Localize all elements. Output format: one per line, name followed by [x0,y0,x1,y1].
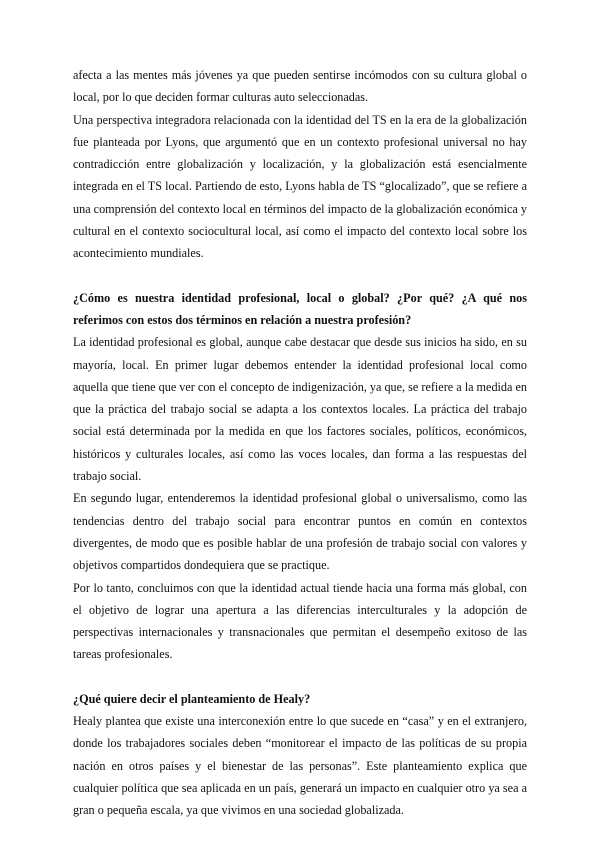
paragraph-healy-answer: Healy plantea que existe una interconexión entre lo que sucede en “casa” y en el extranjero, donde los trabajadores sociales deben “monitorear el impacto de las políticas de su propia nación en otros países y el bienestar de las personas”. Este planteamiento explica que cualquier política que sea aplicada en un país, generará un impacto en cualquier otro ya sea a gran o pequeña escala, ya que vivimos en una sociedad globalizada. [73,714,527,818]
spacer [73,666,527,688]
paragraph-global-identity: En segundo lugar, entenderemos la identidad profesional global o universalismo, como las tendencias dentro del trabajo social para encontrar puntos en común en contextos divergentes, de modo que es posible hablar de una profesión de trabajo social con valores y objetivos compartidos dondequiera que se practique. [73,491,527,573]
paragraph-local-identity: La identidad profesional es global, aunque cabe destacar que desde sus inicios ha sido, en su mayoría, local. En primer lugar debemos entender la identidad profesional local como aquella que tiene que ver con el concepto de indigenización, ya que, se refiere a la medida en que la práctica del trabajo social se adapta a los contextos locales. La práctica del trabajo social está determinada por la medida en que los factores sociales, políticos, económicos, históricos y culturales locales, así como las voces locales, dan forma a las respuestas del trabajo social. [73,335,527,484]
document-body [73,64,527,822]
paragraph-lyons-glocalization: Una perspectiva integradora relacionada con la identidad del TS en la era de la globalización fue planteada por Lyons, que argumentó que en un contexto profesional universal no hay contradicción entre globalización y localización, y la globalización está esencialmente integrada en el TS local. Partiendo de esto, Lyons habla de TS “glocalizado”, que se refiere a una comprensión del contexto local en términos del impacto de la globalización económica y cultural en el contexto sociocultural local, así como el impacto del contexto local sobre los acontecimiento mundiales. [73,112,527,261]
paragraph-conclusion: Por lo tanto, concluimos con que la identidad actual tiende hacia una forma más global, con el objetivo de lograr una apertura a las diferencias interculturales y la adopción de perspectivas internacionales y transnacionales que permitan el desempeño exitoso de las tareas profesionales. [73,580,527,662]
heading-healy-question: ¿Qué quiere decir el planteamiento de Healy? [73,691,311,706]
paragraph-cultures-continuation: afecta a las mentes más jóvenes ya que pueden sentirse incómodos con su cultura global o local, por lo que deciden formar culturas auto seleccionadas. [73,68,527,105]
heading-professional-identity-question: ¿Cómo es nuestra identidad profesional, local o global? ¿Por qué? ¿A qué nos referimos con estos dos términos en relación a nuestra profesión? [73,290,527,327]
spacer [73,265,527,287]
